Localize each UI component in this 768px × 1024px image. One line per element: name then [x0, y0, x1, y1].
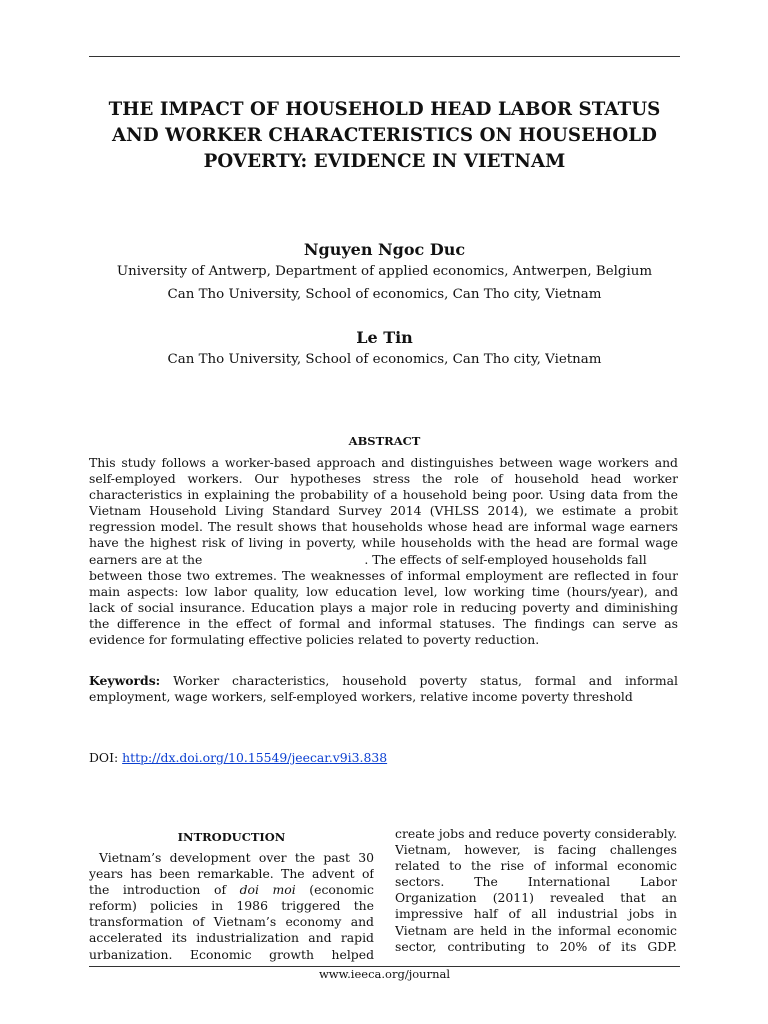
keywords-line: [89, 673, 678, 689]
abstract-line: self-employed workers. Our hypotheses stress the role of household head worker: [89, 471, 678, 487]
paper-title: [89, 97, 680, 175]
intro-line: related to the rise of informal economic: [395, 858, 677, 874]
intro-line: Vietnam, however, is facing challenges: [395, 842, 677, 858]
doi: [89, 750, 678, 766]
introduction-heading: INTRODUCTION: [177, 830, 286, 844]
intro-line: sectors. The International Labor: [395, 874, 677, 890]
intro-line: urbanization. Economic growth helped: [89, 946, 374, 962]
intro-italic-term: doi moi: [239, 882, 296, 898]
abstract-line: regression model. The result shows that households whose head are informal wage earners: [89, 519, 678, 535]
abstract-heading: ABSTRACT: [348, 434, 421, 448]
abstract-line: main aspects: low labor quality, low education level, low working time (hours/year), and: [89, 583, 678, 599]
intro-line: Organization (2011) revealed that an: [395, 890, 677, 906]
intro-line: Vietnam are held in the informal economic: [395, 922, 677, 938]
doi-label: DOI:: [89, 750, 119, 765]
intro-line: Vietnam’s development over the past 30: [99, 850, 374, 865]
intro-line: [89, 882, 374, 898]
intro-line: sector, contributing to 20% of its GDP.: [395, 938, 677, 954]
keywords-line: employment, wage workers, self-employed workers, relative income poverty threshold: [89, 689, 633, 705]
intro-line: create jobs and reduce poverty considerably.: [395, 826, 677, 841]
abstract-line-part: . The effects of self-employed households fall: [364, 551, 647, 567]
abstract-line: have the highest risk of living in poverty, while households with the head are formal wage: [89, 535, 678, 551]
footer-url: www.ieeca.org/journal: [318, 967, 451, 981]
keywords-label: Keywords:: [89, 673, 161, 688]
abstract-line: between those two extremes. The weaknesses of informal employment are reflected in four: [89, 567, 678, 583]
keywords: [89, 673, 678, 705]
author-name-1: Nguyen Ngoc Duc: [303, 240, 466, 259]
intro-line: impressive half of all industrial jobs in: [395, 906, 677, 922]
intro-line-part: the introduction of: [89, 882, 227, 898]
abstract-line: This study follows a worker-based approach and distinguishes between wage workers and: [89, 455, 678, 470]
author-1-affiliation-2: Can Tho University, School of economics, Can Tho city, Vietnam: [167, 286, 602, 302]
doi-link[interactable]: http://dx.doi.org/10.15549/jeecar.v9i3.838: [122, 750, 388, 765]
title-line: THE IMPACT OF HOUSEHOLD HEAD LABOR STATUS: [108, 99, 661, 120]
title-line: AND WORKER CHARACTERISTICS ON HOUSEHOLD: [111, 125, 658, 146]
author-1-affiliation-1: University of Antwerp, Department of applied economics, Antwerpen, Belgium: [116, 264, 653, 279]
title-line: POVERTY: EVIDENCE IN VIETNAM: [203, 151, 566, 172]
top-rule: [89, 56, 680, 57]
abstract-line: evidence for formulating effective policies related to poverty reduction.: [89, 632, 540, 648]
abstract-line: Vietnam Household Living Standard Survey 2014 (VHLSS 2014), we estimate a probit: [89, 503, 678, 519]
abstract-line-part: earners are at the: [89, 551, 203, 567]
abstract-line: lack of social insurance. Education plays a major role in reducing poverty and diminishing: [89, 599, 678, 615]
abstract-line: the difference in the effect of formal and informal statuses. The findings can serve as: [89, 615, 678, 631]
abstract-line-with-gap: [89, 552, 678, 568]
introduction-left-column: [89, 850, 374, 963]
author-name-2: Le Tin: [356, 328, 413, 347]
intro-line: transformation of Vietnam’s economy and: [89, 914, 374, 930]
intro-line: accelerated its industrialization and rapid: [89, 930, 374, 946]
intro-line-part: (economic: [309, 882, 374, 898]
intro-line: reform) policies in 1986 triggered the: [89, 898, 374, 914]
keywords-text: Worker characteristics, household poverty status, formal and informal: [173, 673, 678, 688]
author-2-affiliation-1: Can Tho University, School of economics, Can Tho city, Vietnam: [167, 352, 602, 367]
intro-line: years has been remarkable. The advent of: [89, 866, 374, 882]
abstract-body: [89, 455, 678, 648]
introduction-right-column: [395, 826, 677, 955]
abstract-line: characteristics in explaining the probability of a household being poor. Using data from the: [89, 487, 678, 503]
